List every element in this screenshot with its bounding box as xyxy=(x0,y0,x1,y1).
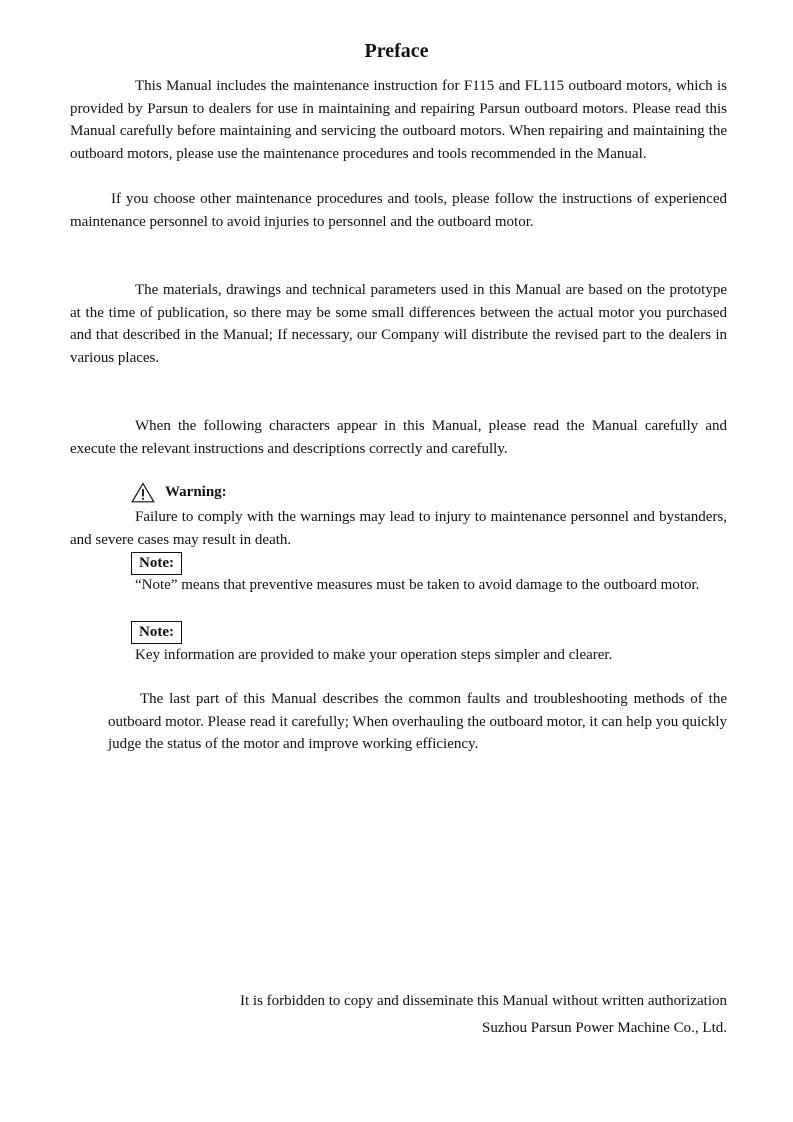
note-label-box-2: Note: xyxy=(131,621,182,644)
company-name: Suzhou Parsun Power Machine Co., Ltd. xyxy=(482,1020,727,1036)
closing-paragraph: The last part of this Manual describes the common faults and troubleshooting methods of the outboard motor. Please read it carefully; When overhauling the outboard motor, it can help you quickly judge the status of the motor and improve working efficiency. xyxy=(108,691,727,753)
note-text-2: Key information are provided to make your operation steps simpler and clearer. xyxy=(135,647,613,663)
page-title: Preface xyxy=(364,40,429,62)
procedures-paragraph: If you choose other maintenance procedures and tools, please follow the instructions of experienced maintenance personnel to avoid injuries to personnel and the outboard motor. xyxy=(70,191,727,230)
intro-paragraph: This Manual includes the maintenance instruction for F115 and FL115 outboard motors, which is provided by Parsun to dealers for use in maintaining and repairing Parsun outboard motors. Please read this Manual carefully before maintaining and servicing the outboard motors. When repairing and maintaining the outboard motors, please use the maintenance procedures and tools recommended in the Manual. xyxy=(70,78,727,163)
warning-label: Warning: xyxy=(165,484,227,500)
copyright-notice: It is forbidden to copy and disseminate this Manual without written authorization xyxy=(240,993,727,1009)
warning-triangle-icon xyxy=(131,482,155,503)
note-text: “Note” means that preventive measures must be taken to avoid damage to the outboard motor. xyxy=(135,577,700,593)
characters-paragraph: When the following characters appear in this Manual, please read the Manual carefully and execute the relevant instructions and descriptions correctly and carefully. xyxy=(70,418,727,457)
materials-paragraph: The materials, drawings and technical parameters used in this Manual are based on the prototype at the time of publication, so there may be some small differences between the actual motor you purchased and that described in the Manual; If necessary, our Company will distribute the revised part to the dealers in various places. xyxy=(70,282,727,367)
warning-heading xyxy=(131,482,227,503)
warning-text: Failure to comply with the warnings may lead to injury to maintenance personnel and bystanders, and severe cases may result in death. xyxy=(70,509,727,548)
note-label-box: Note: xyxy=(131,552,182,575)
